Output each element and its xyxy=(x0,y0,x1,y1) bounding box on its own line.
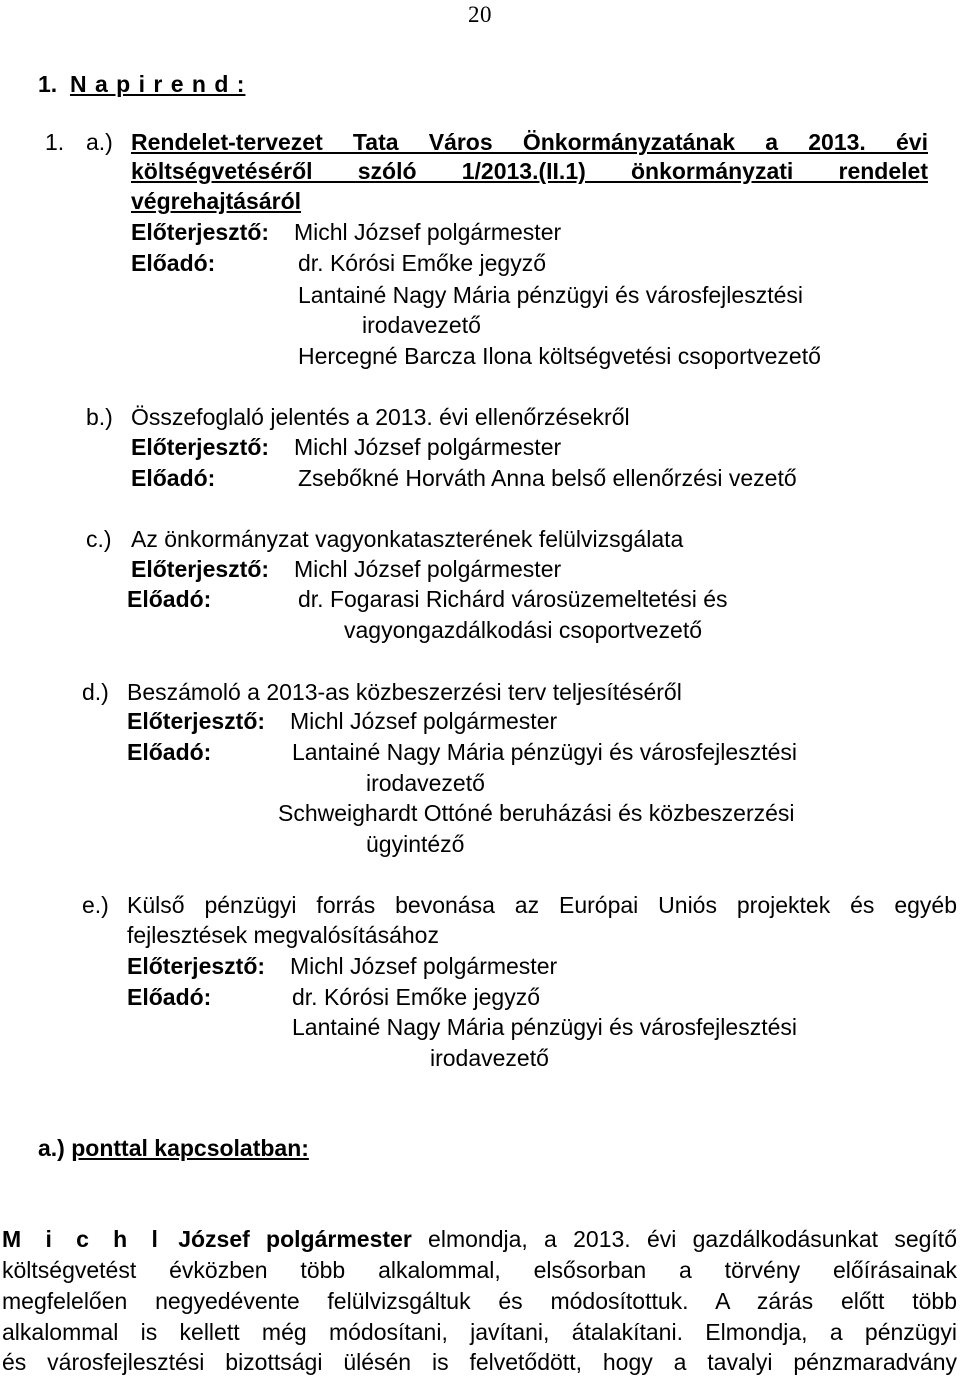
item-title-line: Külső pénzügyi forrás bevonása az Európai Uniós projektek és egyéb xyxy=(127,892,957,918)
presenter-line: dr. Kórósi Emőke jegyző xyxy=(292,984,541,1010)
presenter-line: Schweighardt Ottóné beruházási és közbeszerzési xyxy=(278,800,795,826)
page-number: 20 xyxy=(468,2,492,27)
presenter-label: Előadó: xyxy=(131,465,216,491)
section-heading xyxy=(38,1133,309,1163)
speaker-title: József polgármester xyxy=(178,1226,412,1252)
presenter-line: Hercegné Barcza Ilona költségvetési csoportvezető xyxy=(298,343,821,369)
body-line: megfelelően negyedévente felülvizsgáltuk és módosítottuk. A zárás előtt több xyxy=(2,1288,957,1314)
submitter-name: Michl József polgármester xyxy=(294,219,562,245)
item-letter: c.) xyxy=(86,526,112,552)
section-heading-text: ponttal kapcsolatban: xyxy=(71,1135,309,1161)
item-letter: d.) xyxy=(82,679,109,705)
agenda-heading-number: 1. xyxy=(38,71,58,97)
body-line: alkalommal is kellett még módosítani, javítani, átalakítani. Elmondja, a pénzügyi xyxy=(2,1319,957,1345)
item-letter: a.) xyxy=(86,129,113,155)
agenda-heading xyxy=(38,69,245,99)
submitter-name: Michl József polgármester xyxy=(294,556,562,582)
body-text: elmondja, a 2013. évi gazdálkodásunkat segítő xyxy=(428,1226,957,1252)
submitter-name: Michl József polgármester xyxy=(290,953,558,979)
presenter-line: Lantainé Nagy Mária pénzügyi és városfejlesztési xyxy=(298,282,803,308)
submitter-label: Előterjesztő: xyxy=(127,953,266,979)
submitter-name: Michl József polgármester xyxy=(294,434,562,460)
submitter-label: Előterjesztő: xyxy=(131,556,270,582)
presenter-line: irodavezető xyxy=(362,312,481,338)
body-line: költségvetést évközben több alkalommal, elsősorban a törvény előírásainak xyxy=(2,1257,957,1283)
presenter-line: vagyongazdálkodási csoportvezető xyxy=(344,617,703,643)
item-letter: b.) xyxy=(86,404,113,430)
item-title-line: Rendelet-tervezet Tata Város Önkormányzatának a 2013. évi xyxy=(131,129,928,155)
item-letter: e.) xyxy=(82,892,109,918)
item-title-line: Beszámoló a 2013-as közbeszerzési terv teljesítéséről xyxy=(127,679,682,705)
presenter-label: Előadó: xyxy=(127,984,212,1010)
item-title-line: költségvetéséről szóló 1/2013.(II.1) önkormányzati rendelet xyxy=(131,158,928,184)
submitter-name: Michl József polgármester xyxy=(290,708,558,734)
presenter-line: ügyintéző xyxy=(366,831,465,857)
presenter-line: irodavezető xyxy=(366,770,485,796)
section-heading-prefix: a.) xyxy=(38,1135,65,1161)
submitter-label: Előterjesztő: xyxy=(127,708,266,734)
body-line-first xyxy=(2,1224,957,1254)
presenter-line: irodavezető xyxy=(430,1045,549,1071)
submitter-label: Előterjesztő: xyxy=(131,434,270,460)
item-title-line: fejlesztések megvalósításához xyxy=(127,922,439,948)
item-title-line: végrehajtásáról xyxy=(131,188,302,214)
presenter-line: Lantainé Nagy Mária pénzügyi és városfejlesztési xyxy=(292,739,797,765)
agenda-heading-title: N a p i r e n d : xyxy=(69,71,246,97)
submitter-label: Előterjesztő: xyxy=(131,219,270,245)
item-title-line: Az önkormányzat vagyonkataszterének felülvizsgálata xyxy=(131,526,684,552)
item-title-line: Összefoglaló jelentés a 2013. évi ellenőrzésekről xyxy=(131,404,630,430)
presenter-line: Lantainé Nagy Mária pénzügyi és városfejlesztési xyxy=(292,1014,797,1040)
presenter-label: Előadó: xyxy=(127,586,212,612)
presenter-label: Előadó: xyxy=(127,739,212,765)
presenter-line: dr. Kórósi Emőke jegyző xyxy=(298,250,547,276)
item-number: 1. xyxy=(45,129,65,155)
body-line: és városfejlesztési bizottsági ülésén is felvetődött, hogy a tavalyi pénzmaradvány xyxy=(2,1349,957,1375)
presenter-line: Zsebőkné Horváth Anna belső ellenőrzési vezető xyxy=(298,465,797,491)
presenter-line: dr. Fogarasi Richárd városüzemeltetési és xyxy=(298,586,728,612)
presenter-label: Előadó: xyxy=(131,250,216,276)
speaker-surname: M i c h l xyxy=(2,1226,162,1252)
